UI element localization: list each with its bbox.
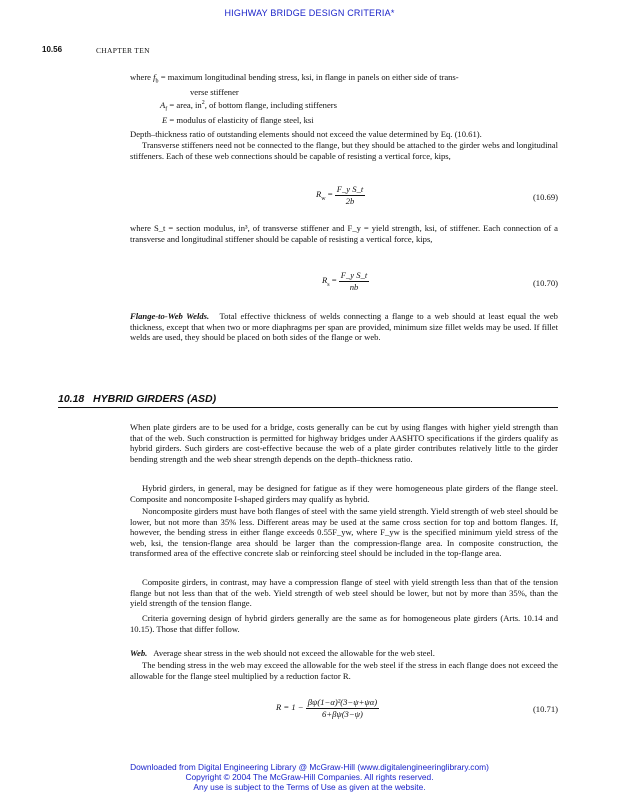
section-rule [58, 407, 558, 408]
para-hybrid-intro: When plate girders are to be used for a bridge, costs generally can be cut by using flanges with higher yield strength than that of the web. Such construction is permitted for highway bridges under AASHTO specifications if the girders qualify as hybrid girders. Such girders are cost-effective because the web of a plate girder contributes relatively little to the girder bending strength and the web shear strength depends on the depth–thickness ratio. [130, 422, 558, 464]
eq-number-10-70: (10.70) [532, 278, 558, 288]
def-af: $A_f$ = area, $in^2$, of bottom flange, including stiffeners [160, 99, 337, 113]
page-banner: HIGHWAY BRIDGE DESIGN CRITERIA* [224, 8, 395, 18]
para-noncomposite: Noncomposite girders must have both flanges of steel with the same yield strength. Yield strength of web steel should be lower, but not more than 35% less. Different areas may be used at the same cross section for top and bottom flanges. If, however, the bending stress in either flange exceeds 0.55F_yw, where F_yw is the specified minimum yield stress of the web, ksi, the tension-flange area should be larger than the compression-flange area. In composite construction, the transformed area of the effective concrete slab or reinforcing steel should be included in the top-flange area. [130, 506, 558, 559]
footer-terms[interactable]: Any use is subject to the Terms of Use as given at the website. [193, 782, 426, 792]
runin-flange-to-web-welds: Flange-to-Web Welds. [130, 311, 210, 321]
para-web-bending: The bending stress in the web may exceed the allowable for the web steel if the stress in each flange does not exceed the allowable for the flange steel multiplied by a reduction factor R. [130, 660, 558, 681]
definitions [130, 72, 560, 126]
equation-10-69: $R_w$ = $\frac{\text{F\_y S\_t}}{2b}$ [316, 184, 364, 206]
equation-10-71: R = 1 − $\frac{\text{βψ(1−α)²(3−ψ+ψα)}}{6+\beta\psi(3-\psi)}$ [276, 697, 378, 719]
eq-number-10-69: (10.69) [532, 192, 558, 202]
def-fb: where $f_b$ = maximum longitudinal bending stress, ksi, in flange in panels on either side of trans- [130, 72, 459, 85]
eq70-fraction: $\frac{\text{F\_y S\_t}}{nb}$ [340, 270, 368, 292]
equation-10-70: $R_s$ = $\frac{\text{F\_y S\_t}}{nb}$ [322, 270, 368, 292]
chapter-heading: CHAPTER TEN [96, 46, 150, 55]
footer-copyright: Copyright © 2004 The McGraw-Hill Companies. All rights reserved. [185, 772, 434, 782]
footer-download-link[interactable]: Downloaded from Digital Engineering Library @ McGraw-Hill (www.digitalengineeringlibrary.com) [130, 762, 489, 772]
runin-web: Web. [130, 648, 148, 658]
para-flange-to-web-welds: Flange-to-Web Welds. Total effective thickness of welds connecting a flange to a web should at least equal the web thickness, except that when two or more diaphragms per span are provided, minimum size fillet welds may be used. If fillet welds are used, they should be placed on both sides of the flange or web. [130, 311, 558, 343]
page-number: 10.56 [42, 45, 63, 54]
section-heading: 10.18 HYBRID GIRDERS (ASD) [58, 393, 217, 405]
def-fb-cont: verse stiffener [190, 87, 239, 98]
para-section-modulus: where S_t = section modulus, in³, of transverse stiffener and F_y = yield strength, ksi, of stiffener. Each connection of a transverse and longitudinal stiffener should be capable of resisting a vertical force, kips, [130, 223, 558, 244]
symbol-fb: f [153, 72, 156, 82]
para-composite: Composite girders, in contrast, may have a compression flange of steel with yield strength less than that of the tension flange but not less than that of the web. Yield strength of web steel should be lower, but not by more than 35%, than the yield strength of the tension flange. [130, 577, 558, 609]
eq69-fraction: $\frac{\text{F\_y S\_t}}{2b}$ [336, 184, 364, 206]
para-criteria: Criteria governing design of hybrid girders generally are the same as for homogeneous plate girders (Arts. 10.14 and 10.15). Those that differ follow. [130, 613, 558, 634]
def-e: E = modulus of elasticity of flange steel, ksi [162, 115, 314, 126]
eq71-fraction: $\frac{\text{βψ(1−α)²(3−ψ+ψα)}}{6+\beta\psi(3-\psi)}$ [307, 697, 378, 719]
para-hybrid-fatigue: Hybrid girders, in general, may be designed for fatigue as if they were homogeneous plate girders of the flange steel. Composite and noncomposite I-shaped girders may qualify as hybrid. [130, 483, 558, 504]
para-depth-thickness: Depth–thickness ratio of outstanding elements should not exceed the value determined by Eq. (10.61). [130, 129, 482, 139]
para-web: Web. Average shear stress in the web should not exceed the allowable for the web steel. [130, 648, 435, 658]
para-transverse-stiffeners: Transverse stiffeners need not be connected to the flange, but they should be attached to the girder webs and longitudinal stiffeners. Each of these web connections should be capable of resisting a vertical force, kips, [130, 140, 558, 161]
eq-number-10-71: (10.71) [532, 704, 558, 714]
